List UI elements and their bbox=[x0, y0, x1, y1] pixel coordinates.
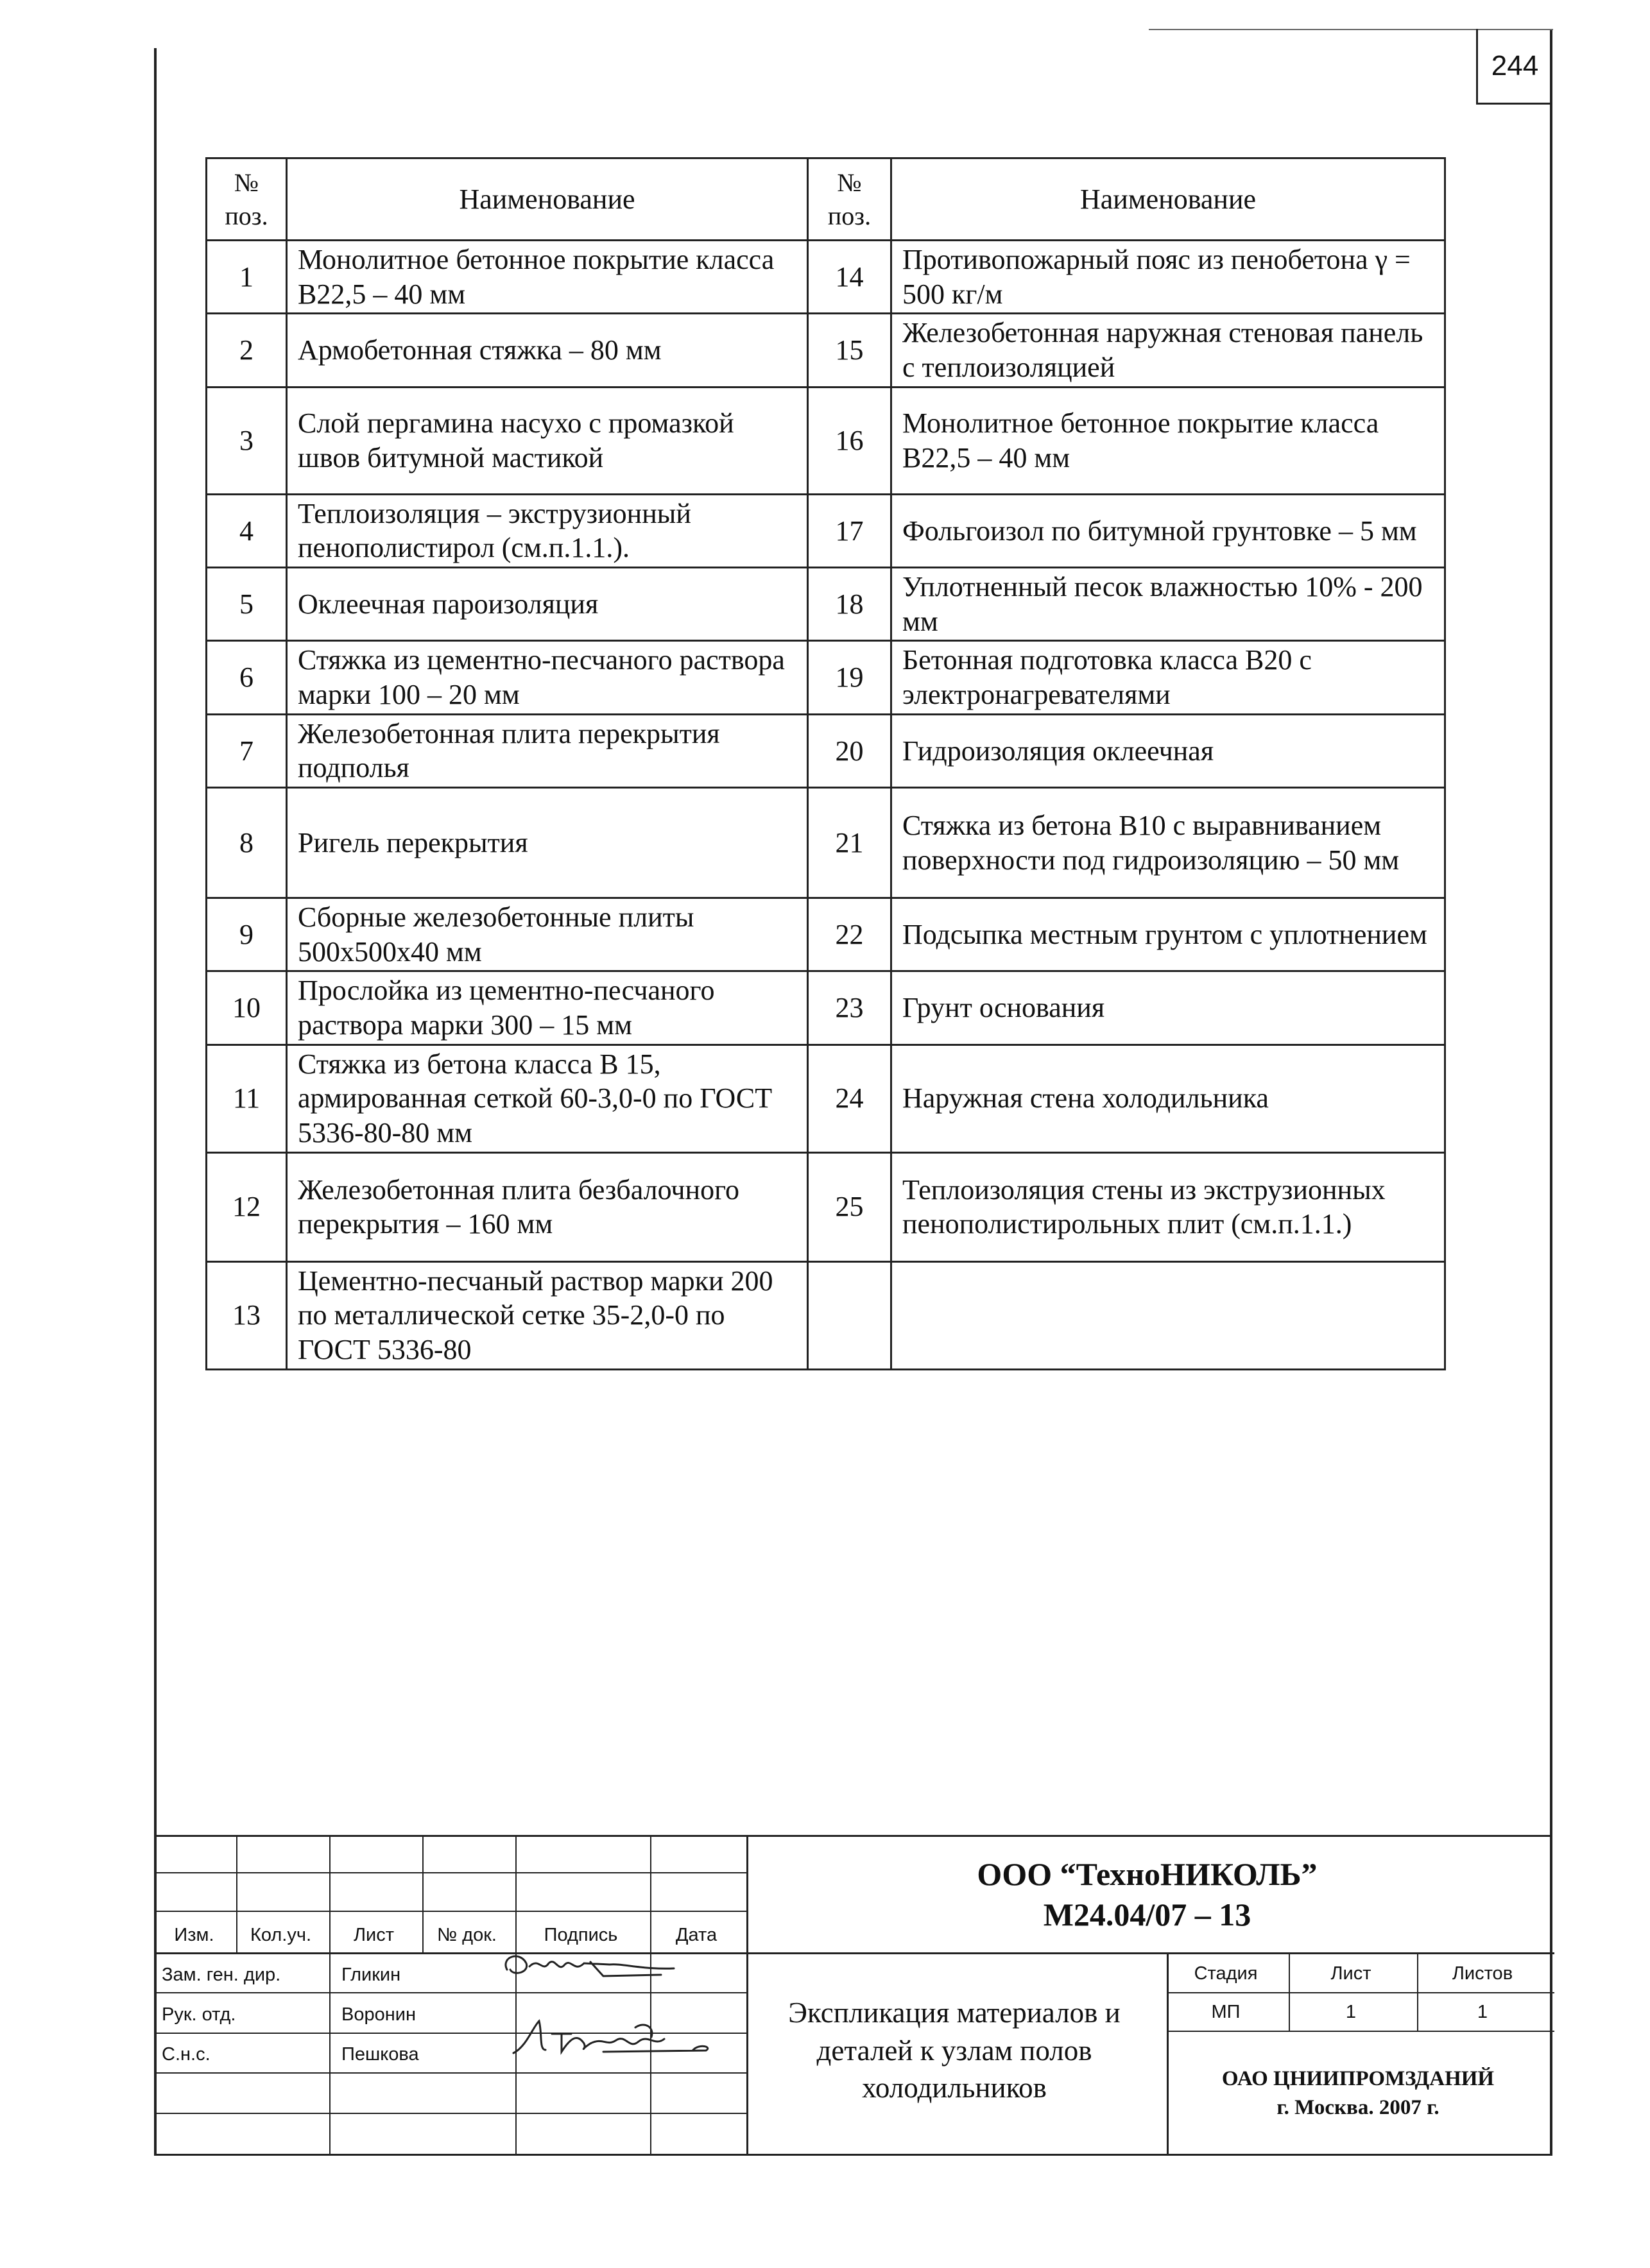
left-material-name: Железобетонная плита перекрытия подполья bbox=[287, 714, 808, 787]
right-pos-number: 22 bbox=[808, 898, 891, 971]
right-material-name: Бетонная подготовка класса В20 с электронагревателями bbox=[891, 641, 1445, 714]
table-row bbox=[207, 241, 1445, 314]
left-pos-number: 11 bbox=[207, 1044, 287, 1152]
stamp-grid-line bbox=[156, 1872, 746, 1873]
table-row bbox=[207, 1044, 1445, 1152]
table-row bbox=[207, 1152, 1445, 1261]
stamp-grid-line bbox=[329, 1837, 331, 2156]
stamp-person-name: Гликин bbox=[341, 1965, 401, 1985]
table-row bbox=[207, 387, 1445, 494]
right-pos-number: 21 bbox=[808, 788, 891, 898]
left-pos-number: 13 bbox=[207, 1261, 287, 1369]
stamp-role: Рук. отд. bbox=[162, 2004, 236, 2025]
stamp-col-list: Лист bbox=[353, 1925, 394, 1945]
document-code: М24.04/07 – 13 bbox=[1043, 1896, 1251, 1932]
header-left-num: № поз. bbox=[207, 158, 287, 241]
stamp-grid-line bbox=[1167, 1992, 1554, 1993]
stamp-role: Зам. ген. дир. bbox=[162, 1965, 281, 1985]
left-material-name: Цементно-песчаный раствор марки 200 по металлической сетке 35-2,0-0 по ГОСТ 5336-80 bbox=[287, 1261, 808, 1369]
left-material-name: Армобетонная стяжка – 80 мм bbox=[287, 314, 808, 387]
stamp-grid-line bbox=[1167, 2031, 1554, 2032]
right-material-name: Подсыпка местным грунтом с уплотнением bbox=[891, 898, 1445, 971]
table-row bbox=[207, 568, 1445, 641]
right-pos-number: 20 bbox=[808, 714, 891, 787]
right-pos-number bbox=[808, 1261, 891, 1369]
right-material-name: Фольгоизол по битумной грунтовке – 5 мм bbox=[891, 494, 1445, 567]
stamp-col-kol-uch: Кол.уч. bbox=[250, 1925, 312, 1945]
left-pos-number: 9 bbox=[207, 898, 287, 971]
organization-block bbox=[1165, 2065, 1551, 2122]
right-material-name: Гидроизоляция оклеечная bbox=[891, 714, 1445, 787]
stamp-col-doc-number: № док. bbox=[437, 1925, 497, 1945]
table-row bbox=[207, 971, 1445, 1044]
left-material-name: Железобетонная плита безбалочного перекрытия – 160 мм bbox=[287, 1152, 808, 1261]
stamp-role: С.н.с. bbox=[162, 2044, 211, 2065]
left-material-name: Стяжка из цементно-песчаного раствора марки 100 – 20 мм bbox=[287, 641, 808, 714]
header-right-name: Наименование bbox=[891, 158, 1445, 241]
organization-name: ОАО ЦНИИПРОМЗДАНИЙ bbox=[1221, 2067, 1495, 2090]
stamp-grid-line bbox=[156, 2113, 746, 2114]
stamp-grid-line bbox=[156, 1911, 746, 1912]
left-pos-number: 12 bbox=[207, 1152, 287, 1261]
stamp-col-signature: Подпись bbox=[544, 1925, 618, 1945]
right-pos-number: 17 bbox=[808, 494, 891, 567]
right-pos-number: 25 bbox=[808, 1152, 891, 1261]
right-material-name: Грунт основания bbox=[891, 971, 1445, 1044]
right-pos-number: 15 bbox=[808, 314, 891, 387]
left-material-name: Монолитное бетонное покрытие класса В22,5 – 40 мм bbox=[287, 241, 808, 314]
right-material-name: Железобетонная наружная стеновая панель с теплоизоляцией bbox=[891, 314, 1445, 387]
organization-city-year: г. Москва. 2007 г. bbox=[1276, 2095, 1439, 2119]
company-name: ООО “ТехноНИКОЛЬ” bbox=[977, 1856, 1318, 1892]
left-material-name: Слой пергамина насухо с промазкой швов битумной мастикой bbox=[287, 387, 808, 494]
table-row bbox=[207, 1261, 1445, 1369]
stamp-grid-line bbox=[156, 1992, 746, 1993]
stamp-grid-line bbox=[515, 1837, 517, 2156]
table-row bbox=[207, 788, 1445, 898]
left-material-name: Прослойка из цементно-песчаного раствора марки 300 – 15 мм bbox=[287, 971, 808, 1044]
right-material-name: Теплоизоляция стены из экструзионных пенополистирольных плит (см.п.1.1.) bbox=[891, 1152, 1445, 1261]
right-material-name: Стяжка из бетона В10 с выравниванием поверхности под гидроизоляцию – 50 мм bbox=[891, 788, 1445, 898]
left-pos-number: 7 bbox=[207, 714, 287, 787]
table-row bbox=[207, 641, 1445, 714]
stamp-grid-line bbox=[156, 2072, 746, 2074]
stamp-sheet-label: Лист bbox=[1330, 1963, 1371, 1984]
left-pos-number: 10 bbox=[207, 971, 287, 1044]
left-material-name: Ригель перекрытия bbox=[287, 788, 808, 898]
left-pos-number: 5 bbox=[207, 568, 287, 641]
stamp-grid-line bbox=[650, 1837, 651, 2156]
right-pos-number: 16 bbox=[808, 387, 891, 494]
signature-gliking bbox=[494, 1944, 687, 1989]
left-pos-number: 3 bbox=[207, 387, 287, 494]
stamp-person-name: Воронин bbox=[341, 2004, 416, 2025]
right-pos-number: 24 bbox=[808, 1044, 891, 1152]
left-pos-number: 6 bbox=[207, 641, 287, 714]
table-row bbox=[207, 898, 1445, 971]
right-pos-number: 19 bbox=[808, 641, 891, 714]
table-row bbox=[207, 314, 1445, 387]
left-material-name: Стяжка из бетона класса В 15, армированная сеткой 60-3,0-0 по ГОСТ 5336-80-80 мм bbox=[287, 1044, 808, 1152]
right-material-name: Наружная стена холодильника bbox=[891, 1044, 1445, 1152]
document-title: Экспликация материалов и деталей к узлам полов холодильников bbox=[788, 1997, 1121, 2104]
right-material-name: Противопожарный пояс из пенобетона γ = 500 кг/м bbox=[891, 241, 1445, 314]
left-pos-number: 4 bbox=[207, 494, 287, 567]
left-pos-number: 8 bbox=[207, 788, 287, 898]
stamp-stage-value: МП bbox=[1211, 2002, 1241, 2022]
table-header-row bbox=[207, 158, 1445, 241]
left-pos-number: 2 bbox=[207, 314, 287, 387]
left-pos-number: 1 bbox=[207, 241, 287, 314]
header-right-num: № поз. bbox=[808, 158, 891, 241]
company-header bbox=[744, 1854, 1550, 1934]
signature-peshkova bbox=[507, 2015, 719, 2066]
left-material-name: Оклеечная пароизоляция bbox=[287, 568, 808, 641]
right-material-name bbox=[891, 1261, 1445, 1369]
stamp-sheets-value: 1 bbox=[1477, 2002, 1488, 2022]
stamp-stage-label: Стадия bbox=[1194, 1963, 1258, 1984]
stamp-person-name: Пешкова bbox=[341, 2044, 419, 2065]
explication-table bbox=[205, 157, 1446, 1370]
stamp-col-date: Дата bbox=[675, 1925, 718, 1945]
stamp-grid-line bbox=[156, 1952, 1554, 1954]
right-pos-number: 23 bbox=[808, 971, 891, 1044]
left-material-name: Теплоизоляция – экструзионный пенополистирол (см.п.1.1.). bbox=[287, 494, 808, 567]
left-material-name: Сборные железобетонные плиты 500х500х40 мм bbox=[287, 898, 808, 971]
right-material-name: Уплотненный песок влажностью 10% - 200 мм bbox=[891, 568, 1445, 641]
table-row bbox=[207, 494, 1445, 567]
right-pos-number: 18 bbox=[808, 568, 891, 641]
stamp-col-izm: Изм. bbox=[174, 1925, 214, 1945]
stamp-sheets-label: Листов bbox=[1452, 1963, 1513, 1984]
page-number: 244 bbox=[1476, 29, 1552, 105]
stamp-sheet-value: 1 bbox=[1345, 2002, 1357, 2022]
table-row bbox=[207, 714, 1445, 787]
right-material-name: Монолитное бетонное покрытие класса В22,5 – 40 мм bbox=[891, 387, 1445, 494]
right-pos-number: 14 bbox=[808, 241, 891, 314]
header-left-name: Наименование bbox=[287, 158, 808, 241]
